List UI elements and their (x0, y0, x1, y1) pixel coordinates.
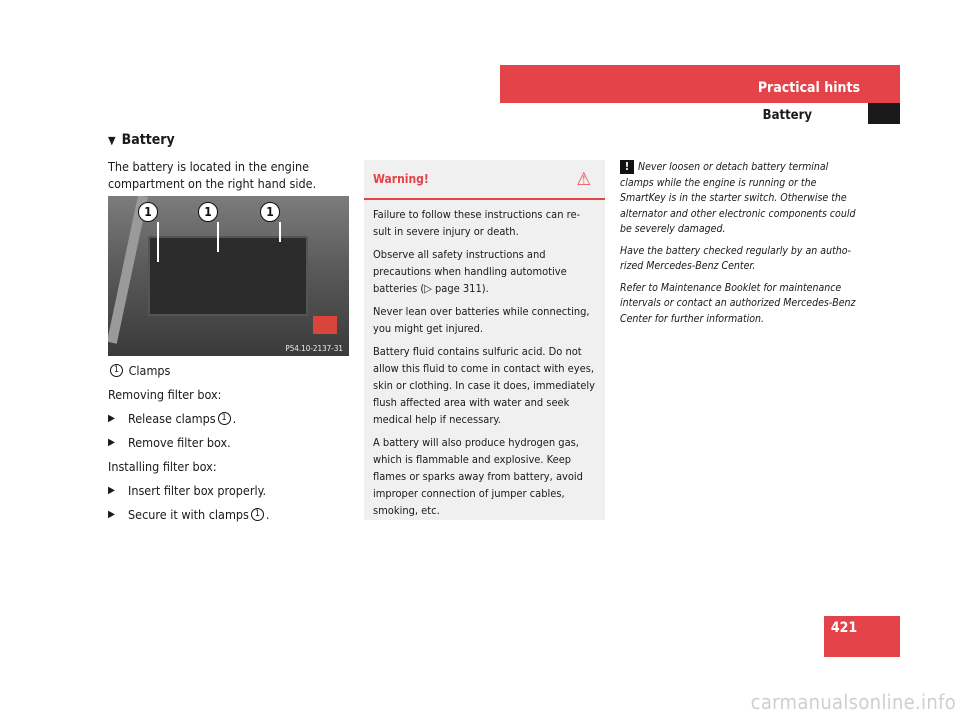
header-sub-block (868, 103, 900, 124)
callout-leader (217, 222, 219, 252)
warning-body (364, 200, 605, 531)
filter-box (148, 236, 308, 316)
callout-leader (279, 222, 281, 242)
step-text: Insert filter box properly. (128, 483, 267, 498)
step-num: 1 (251, 508, 264, 521)
warning-paragraph: Battery fluid contains sulfuric acid. Do not allow this fluid to come in contact with eyes, skin or clothing. In case it does, immediately flush affected area with water and seek medical help if necessary. (373, 345, 595, 426)
instructions (108, 362, 353, 530)
note-box (620, 160, 865, 333)
legend-text: Clamps (128, 363, 171, 378)
warning-header (364, 160, 605, 200)
step-row (108, 434, 353, 451)
warning-box (364, 160, 605, 520)
callout-leader (157, 222, 159, 262)
red-cap (313, 316, 337, 334)
arrow-bullet-icon: ▶ (108, 413, 115, 424)
step-post: . (232, 411, 237, 426)
warning-triangle-icon: ⚠ (576, 168, 591, 190)
step-post: . (265, 507, 270, 522)
footer-watermark: carmanualsonline.info (750, 690, 956, 714)
warning-paragraph: Failure to follow these instructions can re-sult in severe injury or death. (373, 208, 581, 238)
step-row (108, 482, 353, 499)
figure-code: P54.10-2137-31 (285, 344, 343, 353)
page-title (108, 132, 175, 148)
step-text: Remove filter box. (128, 435, 231, 450)
page-number: 421 (830, 620, 858, 636)
step-text: Secure it with clamps (128, 507, 249, 522)
header-subsection-title: Battery (762, 108, 812, 123)
legend-row (108, 362, 353, 379)
page-title-text: Battery (121, 132, 175, 148)
step-text: Release clamps (128, 411, 216, 426)
arrow-bullet-icon: ▶ (108, 485, 115, 496)
intro-text: The battery is located in the engine compartment on the right hand side. (108, 159, 317, 191)
battery-figure (108, 196, 349, 356)
removing-heading: Removing filter box: (108, 387, 222, 402)
header-section-title: Practical hints (757, 80, 860, 96)
step-row (108, 410, 353, 427)
step-row (108, 506, 353, 523)
warning-paragraph: Observe all safety instructions and precautions when handling automotive batteries (▷ page 311). (373, 248, 567, 295)
arrow-bullet-icon: ▶ (108, 437, 115, 448)
exclamation-icon: ! (620, 160, 634, 174)
figure-callout: 1 (138, 202, 158, 222)
note-paragraph: ! Never loosen or detach battery terminal clamps while the engine is running or the SmartKey is in the starter switch. Otherwise the alternator and other electronic components could be severely damaged. (620, 160, 856, 235)
step-num: 1 (218, 412, 231, 425)
triangle-marker-icon: ▼ (108, 133, 116, 147)
arrow-bullet-icon: ▶ (108, 509, 115, 520)
figure-callout: 1 (198, 202, 218, 222)
figure-callout: 1 (260, 202, 280, 222)
installing-heading: Installing filter box: (108, 459, 217, 474)
warning-title: Warning! (373, 172, 429, 186)
warning-paragraph: Never lean over batteries while connecting, you might get injured. (373, 305, 590, 335)
note-paragraph: Refer to Maintenance Booklet for maintenance intervals or contact an authorized Mercedes-Benz Center for further information. (620, 281, 856, 325)
note-paragraph: Have the battery checked regularly by an autho-rized Mercedes-Benz Center. (620, 244, 851, 272)
legend-num: 1 (110, 364, 123, 377)
warning-paragraph: A battery will also produce hydrogen gas, which is flammable and explosive. Keep flames or sparks away from battery, avoid improper connection of jumper cables, smoking, etc. (373, 436, 583, 517)
